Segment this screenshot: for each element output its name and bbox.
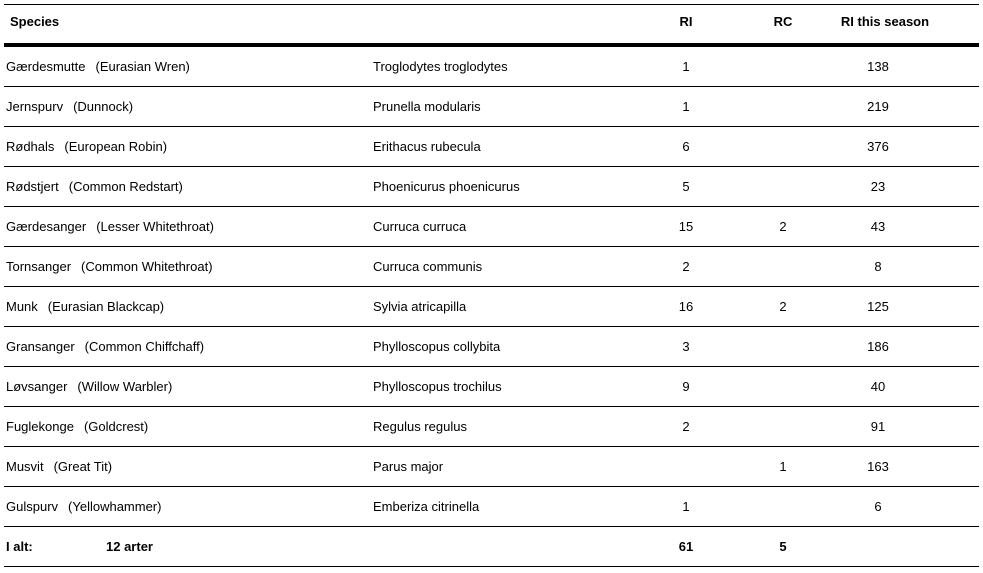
ri-season-value: 23	[870, 179, 886, 194]
latin-name: Erithacus rubecula	[373, 139, 481, 154]
table-row	[4, 327, 979, 367]
rc-value: 2	[779, 219, 787, 234]
ri-season-value: 219	[867, 99, 889, 114]
latin-name: Phoenicurus phoenicurus	[373, 179, 520, 194]
english-name: (Willow Warbler)	[77, 379, 173, 394]
table-row	[4, 247, 979, 287]
latin-name: Sylvia atricapilla	[373, 299, 467, 314]
ri-season-value: 40	[870, 379, 886, 394]
header-ri-season: RI this season	[840, 14, 930, 29]
rc-value	[743, 407, 823, 446]
total-rc: 5	[779, 539, 787, 554]
english-name: (Eurasian Wren)	[95, 59, 190, 74]
latin-name: Regulus regulus	[373, 419, 467, 434]
ri-value: 2	[682, 419, 690, 434]
latin-name: Troglodytes troglodytes	[373, 59, 508, 74]
table-body	[4, 47, 979, 527]
table-row	[4, 487, 979, 527]
species-name-cell	[6, 47, 190, 86]
ri-value: 1	[682, 499, 690, 514]
table-row	[4, 287, 979, 327]
ri-value	[646, 447, 726, 486]
english-name: (Eurasian Blackcap)	[47, 299, 165, 314]
english-name: (Common Chiffchaff)	[84, 339, 205, 354]
species-name-cell	[6, 487, 161, 526]
english-name: (Common Whitethroat)	[81, 259, 213, 274]
rc-value	[743, 367, 823, 406]
danish-name: Jernspurv	[6, 99, 64, 114]
ri-season-value: 163	[867, 459, 889, 474]
english-name: (Lesser Whitethroat)	[96, 219, 214, 234]
danish-name: Tornsanger	[6, 259, 72, 274]
ri-season-value: 91	[870, 419, 886, 434]
rc-value	[743, 87, 823, 126]
header-species: Species	[10, 14, 60, 29]
total-species-count: 12 arter	[106, 539, 153, 554]
species-name-cell	[6, 447, 112, 486]
species-name-cell	[6, 207, 214, 246]
rc-value	[743, 247, 823, 286]
ri-season-value: 43	[870, 219, 886, 234]
english-name: (Goldcrest)	[83, 419, 149, 434]
ri-value: 3	[682, 339, 690, 354]
latin-name: Curruca communis	[373, 259, 483, 274]
danish-name: Fuglekonge	[6, 419, 74, 434]
ri-season-value: 6	[874, 499, 882, 514]
latin-name: Phylloscopus collybita	[373, 339, 501, 354]
danish-name: Gærdesanger	[6, 219, 87, 234]
species-name-cell	[6, 327, 204, 366]
english-name: (European Robin)	[64, 139, 168, 154]
total-label: I alt:	[6, 539, 33, 554]
species-name-cell	[6, 167, 183, 206]
table-row	[4, 47, 979, 87]
danish-name: Munk	[6, 299, 38, 314]
rc-value	[743, 327, 823, 366]
rc-value	[743, 47, 823, 86]
latin-name: Emberiza citrinella	[373, 499, 480, 514]
danish-name: Gransanger	[6, 339, 75, 354]
latin-name: Phylloscopus trochilus	[373, 379, 502, 394]
ri-season-value: 8	[874, 259, 882, 274]
ri-value: 9	[682, 379, 690, 394]
danish-name: Løvsanger	[6, 379, 68, 394]
species-name-cell	[6, 127, 167, 166]
species-name-cell	[6, 247, 213, 286]
ri-value: 2	[682, 259, 690, 274]
english-name: (Dunnock)	[73, 99, 134, 114]
species-table	[4, 4, 979, 567]
total-ri: 61	[678, 539, 694, 554]
ri-season-value: 138	[867, 59, 889, 74]
latin-name: Parus major	[373, 459, 444, 474]
danish-name: Musvit	[6, 459, 44, 474]
table-total-row	[4, 527, 979, 567]
table-header	[4, 4, 979, 47]
bottom-divider	[4, 566, 979, 567]
ri-season-value: 125	[867, 299, 889, 314]
species-name-cell	[6, 287, 164, 326]
danish-name: Rødstjert	[6, 179, 59, 194]
ri-value: 15	[678, 219, 694, 234]
ri-value: 6	[682, 139, 690, 154]
table-row	[4, 367, 979, 407]
species-name-cell	[6, 367, 172, 406]
ri-value: 1	[682, 99, 690, 114]
english-name: (Common Redstart)	[68, 179, 183, 194]
ri-value: 1	[682, 59, 690, 74]
rc-value	[743, 127, 823, 166]
rc-value: 2	[779, 299, 787, 314]
table-row	[4, 167, 979, 207]
ri-value: 16	[678, 299, 694, 314]
species-name-cell	[6, 87, 133, 126]
table-row	[4, 87, 979, 127]
rc-value	[743, 167, 823, 206]
table-row	[4, 447, 979, 487]
header-rc: RC	[773, 14, 793, 29]
danish-name: Rødhals	[6, 139, 55, 154]
danish-name: Gærdesmutte	[6, 59, 86, 74]
ri-season-value: 376	[867, 139, 889, 154]
rc-value: 1	[779, 459, 787, 474]
latin-name: Prunella modularis	[373, 99, 481, 114]
english-name: (Yellowhammer)	[68, 499, 162, 514]
table-row	[4, 127, 979, 167]
header-ri: RI	[679, 14, 693, 29]
latin-name: Curruca curruca	[373, 219, 467, 234]
species-name-cell	[6, 407, 148, 446]
table-row	[4, 207, 979, 247]
ri-value: 5	[682, 179, 690, 194]
table-row	[4, 407, 979, 447]
danish-name: Gulspurv	[6, 499, 59, 514]
english-name: (Great Tit)	[53, 459, 113, 474]
ri-season-value: 186	[867, 339, 889, 354]
rc-value	[743, 487, 823, 526]
